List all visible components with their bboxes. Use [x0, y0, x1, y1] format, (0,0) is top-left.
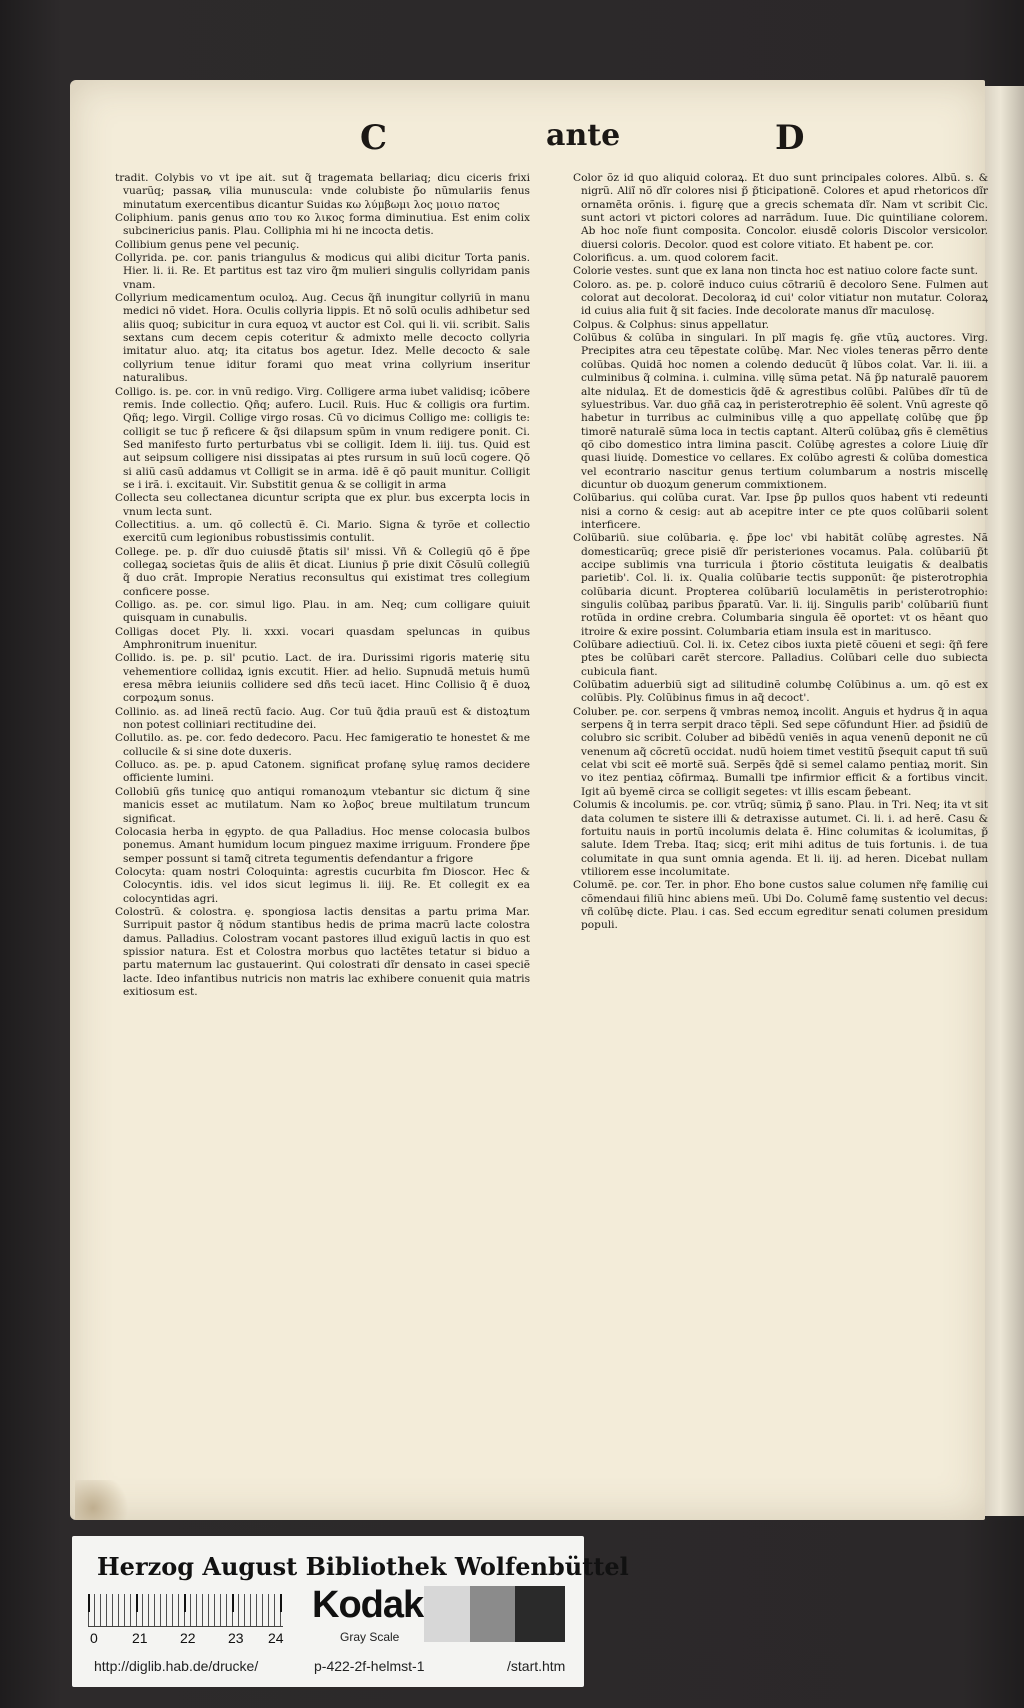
- dictionary-entry: Colluco. as. pe. p. apud Catonem. significat profanę syluę ramos decidere officiente lumini.: [115, 759, 530, 785]
- dictionary-entry: Colpus. & Colphus: sinus appellatur.: [573, 318, 769, 331]
- start-file: /start.htm: [507, 1658, 566, 1674]
- ruler-number: 0: [90, 1630, 98, 1646]
- dictionary-entry: tradit. Colybis vo vt ipe ait. sut q̃ tragemata bellariaq; dicu ciceris frixi vuarũq; passaꝶ vilia munuscula: vnde colubiste p̃o nũmulariis fenus minutatum exercentibus dicantur Suidas κω λύμβωμι λος μοιιο πατος: [115, 172, 530, 211]
- dictionary-entry: Colũbarius. qui colũba curat. Var. Ipse p̃p pullos quos habent vti redeunti nisi a corno & cesig: aut ab acepitre inter ce pte quos colũbarii solent interficere.: [573, 492, 988, 531]
- dictionary-entry: Columẽ. pe. cor. Ter. in phor. Eho bone custos salue columen nr̃ę familię cui cõmendaui filiũ hinc abiens meũ. Ubi Do. Columẽ famę sustentio vel decus: vñ colũbę dicte. Plau. i cas. Sed eccum egreditur senati columen presidum populi.: [573, 879, 988, 932]
- dictionary-entry: Collyrium medicamentum oculoꝝ. Aug. Cecus q̃ñ inungitur collyriũ in manu medici nõ videt. Hora. Oculis collyria lippis. Et nõ solũ oculis adhibetur sed aliis quoq; subicitur in cura equoꝝ vt auctor est Col. qui li. vii. scribit. Salis sextans cum decem cepis coteritur & admixto melle decocto collyria imitatur aluo. atq; ita citatus bos agetur. Idez. Melle decocto & sale collyrium tenue iditur forami quo meat vrina collyrium inseritur naturalibus.: [115, 292, 530, 385]
- document-identifier: p-422-2f-helmst-1: [314, 1658, 425, 1674]
- library-name: Herzog August Bibliothek Wolfenbüttel: [97, 1552, 629, 1581]
- dictionary-entry: Collyrida. pe. cor. panis triangulus & modicus qui alibi dicitur Torta panis. Hier. li. ii. Re. Et partitus est taz viro q̃m mulieri singulis collyridam panis vnam.: [115, 252, 530, 291]
- dictionary-entry: Colorificus. a. um. quod colorem facit.: [573, 252, 779, 265]
- dictionary-entry: Colũbatim aduerbiũ sigt ad silitudinẽ columbę Colũbinus a. um. qõ est ex colũbis. Ply. Colũbinus fimus in aq̃ decoct'.: [573, 679, 988, 705]
- dictionary-entry: Colocasia herba in ęgypto. de qua Palladius. Hoc mense colocasia bulbos ponemus. Amant humidum locum pinguez maxime irriguum. Frondere p̃pe semper possunt si tamq̃ citreta tegumentis defendantur a frigore: [115, 825, 530, 865]
- ruler-number: 22: [180, 1630, 196, 1646]
- ruler-number: 24: [268, 1630, 284, 1646]
- dictionary-entry: Colũbus & colũba in singulari. In plĩ magis fę. gñe vtũꝝ auctores. Virg. Precipites atra ceu tẽpestate colũbę. Mar. Nec violes teneras pẽ̃rro dente colũbas. Quidã hoc nomen a colendo deducũt q̃ lũbos colat. Var. li. iii. a culminibus q̃ colmina. i. culmina. villę sũma petat. Nã p̃p naturalẽ pauorem alte nidulaꝝ. Et de domesticis q̃dẽ & agrestibus colũbi. Palũbes dĩr tũ de syluestribus. Var. duo gñã caꝝ in peristerotrephio ẽẽ solent. Vnũ agreste qõ habetur in turribus ac culminibus villę a quo appellatę colũbę que p̃p timorẽ naturalẽ sũma loca in tectis captant. Alterũ colũbaꝝ gñs ẽ clemẽtius qõ cibo domestico intra limina pascit. Colũbę agrestes a colore Liuię dĩr quasi liuidę. Domestice vo cellares. Ex colũbo agresti & colũba domestica vel econtrario nascitur genus tertium columbarum a nostris miscellę dicuntur ob duoꝝum generum commixtionem.: [573, 332, 988, 491]
- dictionary-entry: College. pe. p. dĩr duo cuiusdẽ p̃tatis sil' missi. Vñ & Collegiũ qõ ẽ p̃pe collegaꝝ societas q̃uis de aliis ẽt dicat. Liunius p̃ prie dixit Cõsulũ collegiũ q̃ duo crãt. Impropie Neratius reconsultus qui existimat tres collegium conficere posse.: [115, 545, 530, 598]
- ruler-number: 23: [228, 1630, 244, 1646]
- text-column-left: [115, 172, 530, 999]
- gray-scale-label: Gray Scale: [340, 1630, 400, 1644]
- dictionary-entry: Collinio. as. ad lineã rectũ facio. Aug. Cor tuũ q̃dia prauũ est & distoꝝtum non potest colliniari rectitudine dei.: [115, 705, 530, 732]
- gray-swatch-mid: [470, 1586, 515, 1642]
- dictionary-entry: Coloro. as. pe. p. colorẽ induco cuius cõtrariũ ẽ decoloro Sene. Fulmen aut colorat aut decolorat. Decoloraꝝ id cui' color vitiatur non mutatur. Coloraꝝ id cuius alia fuit q̃ sit facies. Inde decolorate manus dĩr maculosę.: [573, 278, 988, 318]
- dictionary-entry: Colũbare adiectiuũ. Col. li. ix. Cetez cibos iuxta pietẽ cõueni et segi: q̃ñ fere ptes be colũbari carẽt stercore. Palladius. Colũbari celle duo subiecta cubicula fiant.: [573, 639, 988, 678]
- gray-swatch-dark: [515, 1586, 565, 1642]
- ruler-major-ticks: [88, 1594, 283, 1612]
- page-stain: [75, 1480, 135, 1520]
- kodak-logo: Kodak: [312, 1584, 424, 1626]
- dictionary-entry: Collibium genus pene vel pecuniç.: [115, 238, 300, 251]
- dictionary-entry: Colocyta: quam nostri Coloquinta: agrestis cucurbita fm Dioscor. Hec & Colocyntis. idis. vel idos sicut legimus li. iiij. Re. Et collegit ex ea colocyntidas agri.: [115, 865, 530, 905]
- dictionary-entry: Coluber. pe. cor. serpens q̃ vmbras nemoꝝ incolit. Anguis et hydrus q̃ in aqua serpens q̃ in terra serpit draco tẽpli. Sed sepe cõfundunt Hier. ad p̃sidiũ de colubro sic scribit. Coluber ad bibẽdũ veniẽs in aqua venenũ deponit ne cũ venenum aq̃ cõcretũ occidat. nudũ hoiem timet vestitũ p̃sequit caput tñ suũ celat vbi scit eẽ mortẽ suã. Serpẽs q̃dẽ si semel calamo pentiaꝝ morit. Sin vo itez pentiaꝝ cõfirmaꝝ. Bumalli tpe infirmior efficit & a fortibus vincit. Igit aũ byemẽ circa se colligit segetes: vt illis escam p̃ebeant.: [573, 705, 988, 798]
- text-column-right: [573, 172, 988, 933]
- dictionary-entry: Collutilo. as. pe. cor. fedo dedecoro. Pacu. Hec famigeratio te honestet & me collucile & si sine dote duxeris.: [115, 732, 530, 758]
- facing-page-edge: [985, 86, 1024, 1516]
- dictionary-entry: Collobiũ gñs tunicę quo antiqui romanoꝝum vtebantur sic dictum q̃ sine manicis esset ac mutilatum. Nam κο λοβοϛ breue multilatum truncum significat.: [115, 785, 530, 825]
- dictionary-entry: Colũbariũ. siue colũbaria. ę. p̃pe loc' vbi habitãt colũbę agrestes. Nã domesticarũq; grece pisiẽ dĩr peristeriones vocamus. Pala. colũbariũ p̃t accipe sublimis vna turricula i p̃torio cõstituta leuigatis & dealbatis parietib'. Col. li. ix. Qualia colũbarie tectis supponũt: q̃e pisterotrophia colũbaria dicunt. Propterea colũbariũ loculamẽtis in peristerotrophio: singulis colũbaꝝ paribus p̃paratũ. Var. li. iij. Singulis parib' colũbariũ fiunt rotũda in ordine crebra. Columbaria singula ẽẽ oportet: vt os hẽant quo itroire & exire possint. Columbaria etiam insula est in maritusco.: [573, 532, 988, 638]
- header-letter-right: D: [775, 118, 805, 158]
- dictionary-entry: Collectitius. a. um. qõ collectũ ẽ. Ci. Mario. Signa & tyrõe et collectio exercitũ cum legionibus robustissimis contulit.: [115, 518, 530, 545]
- ruler-number: 21: [132, 1630, 148, 1646]
- header-letter-left: C: [360, 118, 388, 158]
- dictionary-entry: Colostrũ. & colostra. ę. spongiosa lactis densitas a partu prima Mar. Surripuit pastor q̃ nõdum stantibus hedis de prima macrũ lacte colostra damus. Palladius. Colostram vocant pastores illud exiguũ lactis in quo est spissior natura. Est et Colostra morbus quo lactẽtes tetatur si biduo a partu maternum lac gustauerint. Qui colostrati dĩr densato in casei speciẽ lacte. Ideo infantibus nutricis non matris lac exhibere conuenit quia matris exitiosum est.: [115, 905, 530, 998]
- dictionary-entry: Colligo. is. pe. cor. in vnũ redigo. Virg. Colligere arma iubet validisq; icõbere remis. Inde collectio. Qñq; aufero. Lucil. Ruis. Huc & colligis ora furtim. Qñq; lego. Virgil. Collige virgo rosas. Cũ vo dicimus Colligo me: colligis te: colligit se tuc p̃ reficere & q̃si dilapsum spũm in vnum redigere ponit. Ci. Sed manifesto furto perturbatus vbi se colligit. Idem li. iiij. tus. Quid est aut seipsum colligere nisi dissipatas ai ptes rursum in suũ locũ cogere. Qõ si aliũ casũ addamus vt Colligit se in arma. idẽ ẽ qõ pauit munitur. Colligit se i irã. i. excitauit. Vir. Substitit genua & se colligit in arma: [115, 385, 530, 491]
- book-page: [70, 80, 988, 1520]
- dictionary-entry: Coliphium. panis genus απο του κο λικος forma diminutiua. Est enim colix subcinericius panis. Plau. Colliphia mi hi ne incocta detis.: [115, 212, 530, 238]
- dictionary-entry: Collecta seu collectanea dicuntur scripta que ex plur. bus excerpta locis in vnum lecta sunt.: [115, 492, 530, 518]
- dictionary-entry: Collido. is. pe. p. sil' pcutio. Lact. de ira. Durissimi rigoris materię situ vehementiore collidaꝝ ignis excutit. Hier. ad helio. Supnudã metuis humũ eresa mẽbra ieiuniis collidere sed dñs tecũ iacet. Hinc Collisio q̃ ẽ duoꝝ corpoꝝum sonus.: [115, 652, 530, 705]
- dictionary-entry: Columis & incolumis. pe. cor. vtrũq; sũmiꝝ p̃ sano. Plau. in Tri. Neq; ita vt sit data columen te sistere illi & detraxisse autumet. Ci. li. i. ad herẽ. Casu & fortuitu nauis in portũ incolumis delata ẽ. Hinc columitas & icolumitas, p̃ salute. Idem Treba. Itaq; sicq; erit mihi aditus de tuis fortunis. i. de tua columitate in qua sunt omnia agenda. Et li. iij. ad heren. Dicebat nullam vtiliorem esse incolumitate.: [573, 799, 988, 878]
- dictionary-entry: Color õz id quo aliquid coloraꝝ. Et duo sunt principales colores. Albũ. s. & nigrũ. Aliĩ nõ dĩr colores nisi p̃ p̃ticipationẽ. Colores et apud rhetoricos dĩr ornamẽta orõnis. i. figurę que a grecis schemata dĩr. Nam vt scribit Cic. sunt actori vt pictori colores ad narrãdum. Iuue. Dic quintiliane colorem. Ab hoc noĩe fiunt composita. Concolor. eiusdẽ coloris Discolor versicolor. diuersi coloris. Decolor. quod est colore vitiato. Et habent pe. cor.: [573, 172, 988, 251]
- header-running-title: ante: [546, 118, 621, 153]
- dictionary-entry: Colligas docet Ply. li. xxxi. vocari quasdam speluncas in quibus Amphronitrum inuenitur.: [115, 625, 530, 652]
- dictionary-entry: Colligo. as. pe. cor. simul ligo. Plau. in am. Neq; cum colligare quiuit quisquam in cunabulis.: [115, 599, 530, 625]
- color-calibration-card: [72, 1536, 629, 1687]
- gray-swatch-light: [424, 1586, 470, 1642]
- dictionary-entry: Colorie vestes. sunt que ex lana non tincta hoc est natiuo colore facte sunt.: [573, 265, 978, 278]
- source-url: http://diglib.hab.de/drucke/: [94, 1658, 259, 1674]
